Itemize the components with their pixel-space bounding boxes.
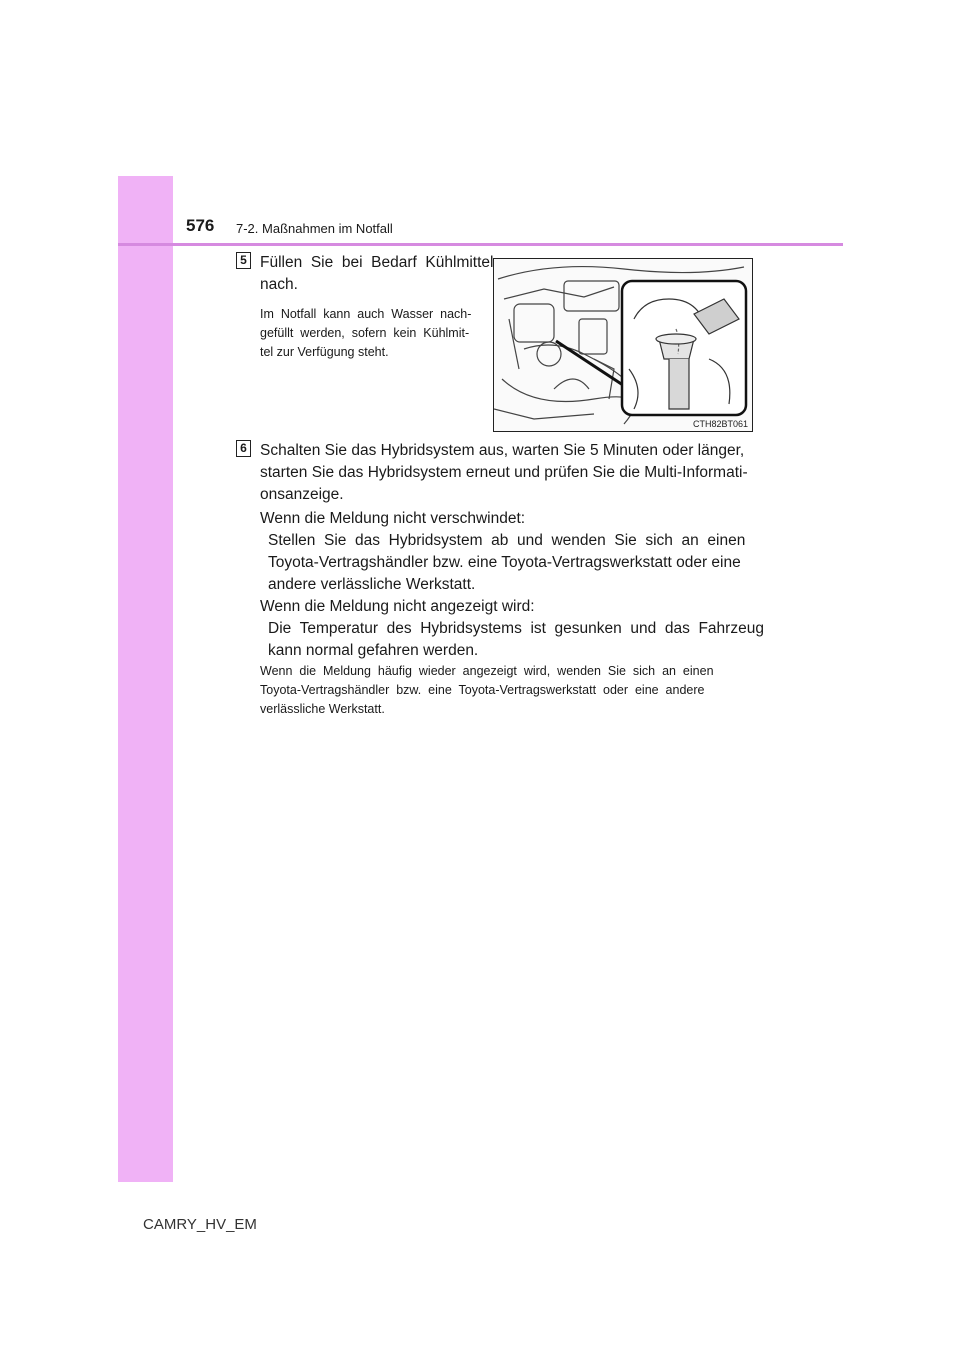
note-line: gefüllt werden, sofern kein Kühlmit- <box>260 326 470 340</box>
step-5-text <box>260 252 494 296</box>
case-not-shown <box>260 596 764 662</box>
figure-code: CTH82BT061 <box>692 419 748 429</box>
note-line: Im Notfall kann auch Wasser nach- <box>260 307 472 321</box>
note-line: Wenn die Meldung häufig wieder angezeigt wird, wenden Sie sich an einen <box>260 664 714 678</box>
chapter-title: 7-2. Maßnahmen im Notfall <box>236 221 393 236</box>
case-body <box>260 618 764 662</box>
step-6-text <box>260 440 746 506</box>
step-badge-5: 5 <box>236 252 251 269</box>
step-5-line: nach. <box>260 276 298 293</box>
step-6-line: Schalten Sie das Hybridsystem aus, warten Sie 5 Minuten oder länger, <box>260 442 745 459</box>
step-5-note <box>260 305 482 362</box>
chapter-sidebar-tab <box>118 176 173 1182</box>
note-line: tel zur Verfügung steht. <box>260 345 389 359</box>
step-5-line: Füllen Sie bei Bedarf Kühlmittel <box>260 254 494 271</box>
case-line: Toyota-Vertragshändler bzw. eine Toyota-Vertragswerkstatt oder eine <box>268 554 741 571</box>
case-line: Stellen Sie das Hybridsystem ab und wenden Sie sich an einen <box>268 532 746 549</box>
case-line: kann normal gefahren werden. <box>268 642 479 659</box>
step-6-line: starten Sie das Hybridsystem erneut und prüfen Sie die Multi-Informati- <box>260 464 748 481</box>
engine-coolant-illustration <box>493 258 753 432</box>
case-body <box>260 530 746 596</box>
step-6-line: onsanzeige. <box>260 486 344 503</box>
case-line: andere verlässliche Werkstatt. <box>268 576 476 593</box>
case-heading: Wenn die Meldung nicht angezeigt wird: <box>260 598 535 615</box>
step-6-note <box>260 662 748 719</box>
case-not-cleared <box>260 508 746 596</box>
note-line: Toyota-Vertragshändler bzw. eine Toyota-Vertragswerkstatt oder eine andere <box>260 683 705 697</box>
case-heading: Wenn die Meldung nicht verschwindet: <box>260 510 526 527</box>
engine-bay-drawing <box>494 259 752 431</box>
model-code: CAMRY_HV_EM <box>143 1216 257 1233</box>
note-line: verlässliche Werkstatt. <box>260 702 385 716</box>
case-line: Die Temperatur des Hybridsystems ist gesunken und das Fahrzeug <box>268 620 764 637</box>
step-badge-6: 6 <box>236 440 251 457</box>
page-number: 576 <box>186 216 215 235</box>
header-rule <box>118 243 843 246</box>
